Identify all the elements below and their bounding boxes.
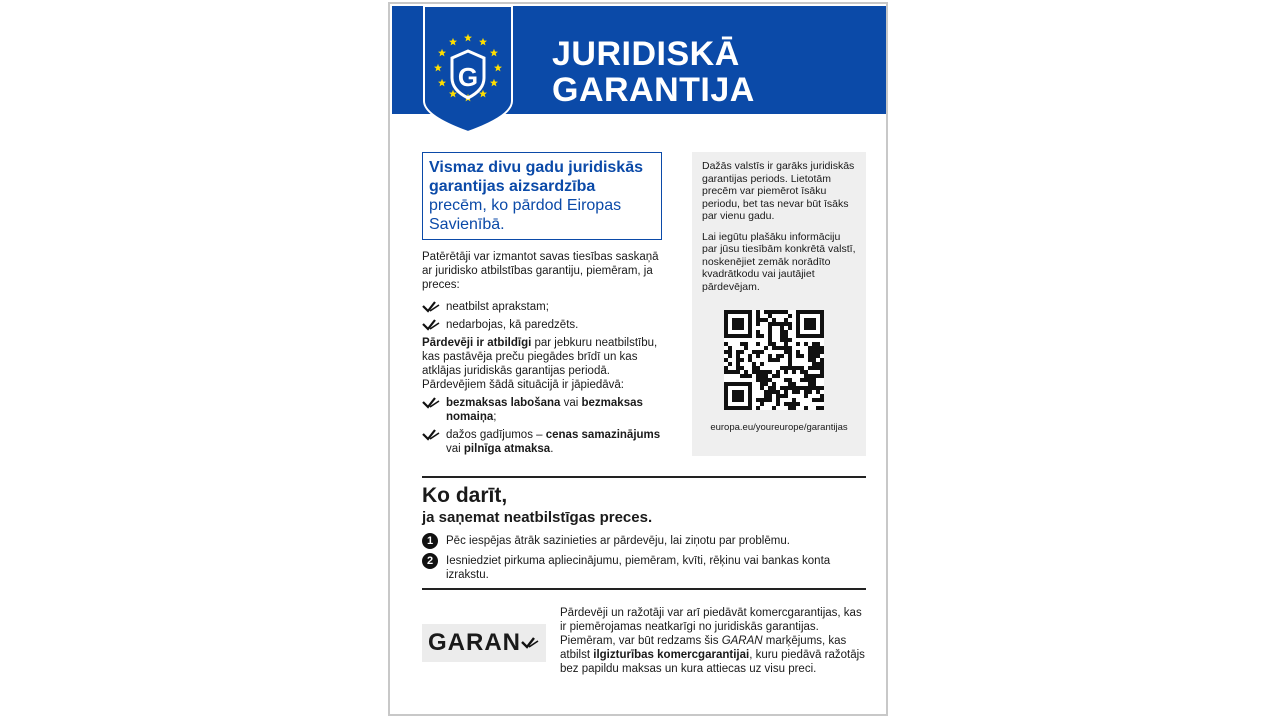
remedy-price-reduction: cenas samazinājums	[545, 429, 661, 441]
remedy-refund: pilnīga atmaksa	[463, 443, 551, 455]
divider	[422, 476, 866, 478]
intro-bold: Vismaz divu gadu juridiskās garantijas aizsardzība	[429, 159, 643, 195]
commercial-bold: ilgizturības komercgarantijai	[593, 649, 750, 661]
sellers-text: par jebkuru neatbilstību, kas pastāvēja preču piegādes brīdī un kas atklājas juridiskās garantijas periodā. Pārdevējiem šādā situācijā ir jāpiedāvā:	[422, 337, 658, 391]
remedy-joiner: vai	[560, 397, 582, 409]
what-to-do-heading: Ko darīt,	[422, 484, 508, 507]
list-item	[422, 318, 668, 332]
sellers-paragraph	[422, 336, 668, 392]
step-text: Iesniedziet pirkuma apliecinājumu, piemēram, kvīti, rēķinu vai bankas konta izrakstu.	[446, 555, 831, 581]
garan-italic: GARAN	[721, 635, 763, 647]
commercial-text-1: Pārdevēji un ražotāji var arī piedāvāt komercgarantijas, kas ir piemērojamas neatkarīgi no juridiskās garantijas. Piemēram, var būt redzams šis	[560, 607, 862, 647]
remedy-repair: bezmaksas labošana	[446, 397, 561, 409]
remedy-lead: dažos gadījumos –	[446, 429, 546, 441]
remedy-replacement: bezmaksas nomaiņa	[446, 397, 643, 423]
info-sidebar	[692, 152, 866, 456]
divider	[422, 588, 866, 590]
seller-remedies-list	[422, 396, 668, 460]
step-item	[422, 554, 862, 582]
list-item	[422, 300, 668, 314]
check-icon	[422, 300, 440, 314]
page-title: JURIDISKĀ GARANTIJA	[552, 35, 755, 109]
step-number-icon: 2	[422, 553, 438, 569]
remedy-end: .	[550, 443, 554, 455]
legal-guarantee-poster	[388, 2, 888, 716]
garan-logo-text: GARAN	[428, 629, 521, 656]
eu-guarantee-shield-logo	[422, 6, 514, 134]
list-item	[422, 396, 668, 424]
what-to-do-subheading: ja saņemat neatbilstīgas preces.	[422, 509, 653, 526]
sidebar-paragraph-2: Lai iegūtu plašāku informāciju par jūsu tiesībām konkrētā valstī, noskenējiet zemāk norādīto kvadrātkodu vai jautājiet pārdevējam.	[702, 230, 856, 293]
rights-list	[422, 300, 668, 336]
commercial-guarantee-text	[560, 606, 866, 676]
list-item-text: nedarbojas, kā paredzēts.	[446, 319, 579, 331]
rights-paragraph: Patērētāji var izmantot savas tiesības saskaņā ar juridisko atbilstības garantiju, piemēram, ja preces:	[422, 251, 659, 291]
check-icon	[422, 428, 440, 442]
intro-box	[422, 152, 662, 240]
step-number-icon: 1	[422, 533, 438, 549]
remedy-end: ;	[493, 411, 497, 423]
commercial-text-2: marķējums, kas atbilst	[560, 635, 847, 661]
list-item	[422, 428, 668, 456]
step-item	[422, 534, 862, 548]
check-icon	[422, 396, 440, 410]
sellers-bold-lead: Pārdevēji ir atbildīgi	[422, 337, 532, 349]
qr-code-icon[interactable]	[724, 310, 824, 410]
check-icon	[422, 318, 440, 332]
sidebar-paragraph-1: Dažās valstīs ir garāks juridiskās garantijas periods. Lietotām precēm var piemērot īsāku periodu, bet tas nevar būt īsāks par vienu gadu.	[702, 160, 855, 222]
header-banner	[392, 6, 886, 114]
logo-letter: G	[457, 62, 479, 92]
intro-regular: precēm, ko pārdod Eiropas Savienībā.	[429, 197, 622, 233]
check-icon	[521, 636, 539, 650]
list-item-text: neatbilst aprakstam;	[446, 301, 549, 313]
qr-url[interactable]: europa.eu/youreurope/garantijas	[710, 422, 848, 433]
garan-label	[422, 624, 546, 662]
commercial-text-3: , kuru piedāvā ražotājs bez papildu maksas un kura attiecas uz visu preci.	[560, 649, 865, 675]
step-text: Pēc iespējas ātrāk sazinieties ar pārdevēju, lai ziņotu par problēmu.	[446, 535, 790, 547]
remedy-joiner: vai	[446, 443, 464, 455]
